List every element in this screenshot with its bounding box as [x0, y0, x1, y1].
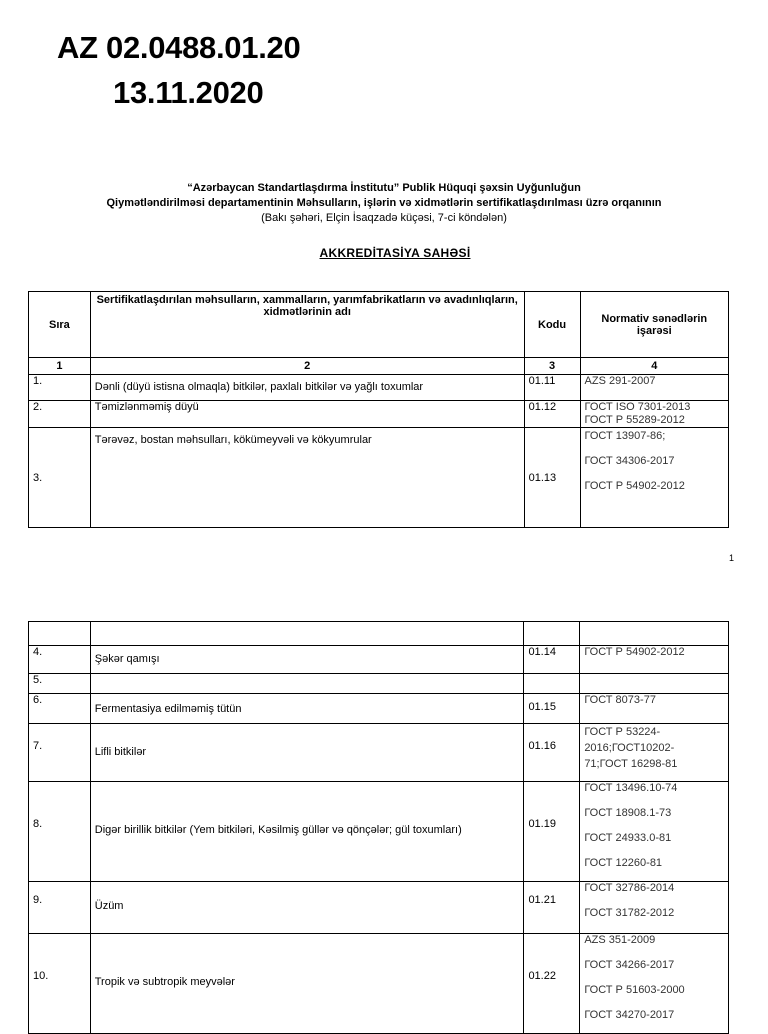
row-product-name: Lifli bitkilər	[90, 724, 524, 782]
header-sira: Sıra	[29, 292, 91, 358]
row-code: 01.21	[524, 882, 580, 934]
row-normative-docs	[580, 934, 729, 1034]
table-row	[29, 674, 729, 694]
table-row	[29, 882, 729, 934]
row-normative-docs	[580, 782, 729, 882]
normative-doc: ГОСТ Р 54902-2012	[584, 480, 685, 492]
row-product-name: Fermentasiya edilməmiş tütün	[90, 694, 524, 724]
row-product-name: Təmizlənməmiş düyü	[90, 401, 524, 428]
normative-doc: ГОСТ 13496.10-74	[584, 782, 678, 794]
table-row	[29, 782, 729, 882]
document-number: AZ 02.0488.01.20	[57, 30, 301, 65]
row-normative-docs	[580, 882, 729, 934]
row-code: 01.13	[524, 428, 580, 528]
row-product-name: Digər birillik bitkilər (Yem bitkiləri, Kəsilmiş güllər və qönçələr; gül toxumları)	[90, 782, 524, 882]
column-number: 3	[524, 358, 580, 375]
table-row	[29, 646, 729, 674]
organization-address: (Bakı şəhəri, Elçin İsaqzadə küçəsi, 7-ci köndələn)	[261, 212, 507, 224]
column-numbers-row	[29, 358, 729, 375]
row-product-name: Tərəvəz, bostan məhsulları, kökümeyvəli və kökyumrular	[90, 428, 524, 528]
table-row	[29, 401, 729, 428]
table-row	[29, 694, 729, 724]
row-number: 3.	[29, 428, 91, 528]
row-normative-docs	[580, 694, 729, 724]
row-product-name	[90, 674, 524, 694]
normative-doc: ГОСТ 18908.1-73	[584, 807, 672, 819]
normative-doc: AZS 291-2007	[584, 375, 656, 387]
row-number: 10.	[29, 934, 91, 1034]
normative-doc: ГОСТ 24933.0-81	[584, 832, 672, 844]
normative-doc: ГОСТ 8073-77	[584, 694, 656, 706]
organization-block	[0, 181, 768, 226]
table-row	[29, 375, 729, 401]
empty-cell	[524, 622, 580, 646]
row-normative-docs	[580, 401, 728, 428]
column-number: 4	[580, 358, 728, 375]
row-code: 01.14	[524, 646, 580, 674]
row-code: 01.16	[524, 724, 580, 782]
row-code: 01.15	[524, 694, 580, 724]
row-normative-docs	[580, 724, 729, 782]
header-normative-docs: Normativ sənədlərin işarəsi	[580, 292, 728, 358]
row-product-name: Tropik və subtropik meyvələr	[90, 934, 524, 1034]
normative-doc: ГОСТ 12260-81	[584, 857, 663, 869]
accreditation-table-page-2	[28, 621, 729, 1034]
row-number: 1.	[29, 375, 91, 401]
row-number: 4.	[29, 646, 91, 674]
table-row-empty	[29, 622, 729, 646]
column-number: 1	[29, 358, 91, 375]
row-code: 01.11	[524, 375, 580, 401]
normative-doc: AZS 351-2009	[584, 934, 656, 946]
section-title: AKKREDİTASİYA SAHƏSİ	[319, 246, 471, 260]
row-number: 5.	[29, 674, 91, 694]
column-number: 2	[90, 358, 524, 375]
accreditation-table-page-1	[28, 291, 729, 528]
normative-doc: ГОСТ 31782-2012	[584, 907, 675, 919]
row-number: 9.	[29, 882, 91, 934]
table-row	[29, 428, 729, 528]
normative-doc: 2016;ГОСТ10202-	[584, 742, 675, 754]
row-code: 01.22	[524, 934, 580, 1034]
row-product-name: Dənli (düyü istisna olmaqla) bitkilər, paxlalı bitkilər və yağlı toxumlar	[90, 375, 524, 401]
normative-doc: 71;ГОСТ 16298-81	[584, 758, 678, 770]
document-date: 13.11.2020	[113, 75, 264, 110]
header-code: Kodu	[524, 292, 580, 358]
row-normative-docs	[580, 674, 729, 694]
normative-doc: ГОСТ 32786-2014	[584, 882, 675, 894]
normative-doc: ГОСТ Р 54902-2012	[584, 646, 685, 658]
normative-doc: ГОСТ 34270-2017	[584, 1009, 675, 1021]
row-product-name: Üzüm	[90, 882, 524, 934]
row-number: 7.	[29, 724, 91, 782]
page-number: 1	[729, 553, 735, 563]
table-row	[29, 724, 729, 782]
table-row	[29, 934, 729, 1034]
row-number: 8.	[29, 782, 91, 882]
row-product-name: Şəkər qamışı	[90, 646, 524, 674]
normative-doc: ГОСТ 34306-2017	[584, 455, 675, 467]
normative-doc: ГОСТ 13907-86;	[584, 430, 666, 442]
row-normative-docs	[580, 646, 729, 674]
normative-doc: ГОСТ Р 55289-2012	[584, 414, 685, 426]
row-number: 2.	[29, 401, 91, 428]
empty-cell	[90, 622, 524, 646]
row-number: 6.	[29, 694, 91, 724]
row-code: 01.19	[524, 782, 580, 882]
organization-line-2: Qiymətləndirilməsi departamentinin Məhsulların, işlərin və xidmətlərin sertifikatlaşdırılması üzrə orqanının	[106, 197, 662, 209]
row-normative-docs	[580, 428, 728, 528]
normative-doc: ГОСТ Р 51603-2000	[584, 984, 685, 996]
normative-doc: ГОСТ Р 53224-	[584, 726, 661, 738]
table-header-row	[29, 292, 729, 358]
organization-line-1: “Azərbaycan Standartlaşdırma İnstitutu” Publik Hüquqi şəxsin Uyğunluğun	[187, 182, 581, 194]
normative-doc: ГОСТ ISO 7301-2013	[584, 401, 691, 413]
empty-cell	[580, 622, 729, 646]
row-code: 01.12	[524, 401, 580, 428]
header-product-name: Sertifikatlaşdırılan məhsulların, xammalların, yarımfabrikatların və avadınlıqların, xidmətlərinin adı	[90, 292, 524, 358]
row-code	[524, 674, 580, 694]
row-normative-docs	[580, 375, 728, 401]
normative-doc: ГОСТ 34266-2017	[584, 959, 675, 971]
empty-cell	[29, 622, 91, 646]
